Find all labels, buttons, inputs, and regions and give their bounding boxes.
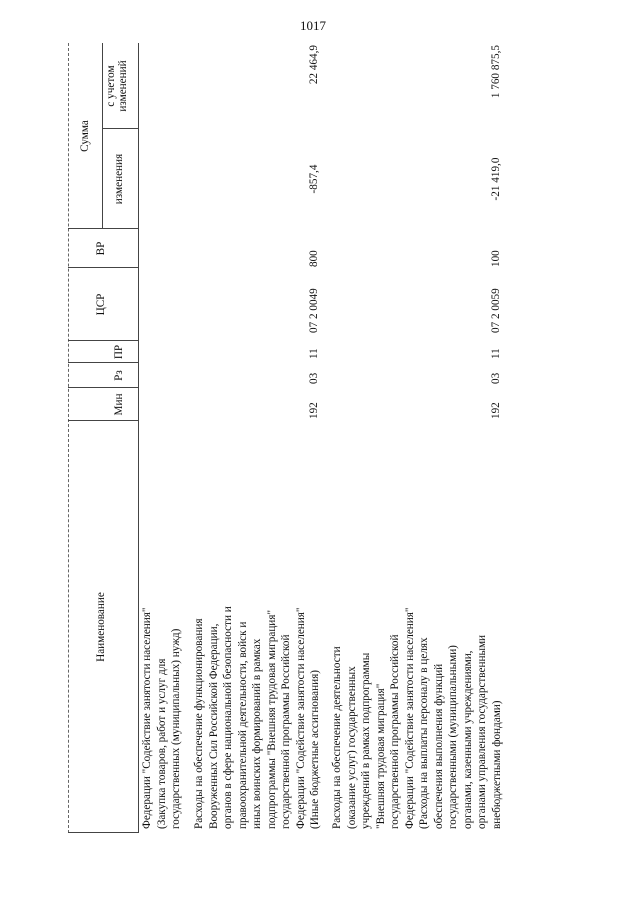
row-name-line: (Иные бюджетные ассигнования) [309, 670, 321, 829]
rotated-table [68, 43, 588, 833]
row-change: -857,4 [308, 164, 320, 194]
header-name: Наименование [95, 592, 107, 662]
row-name-line: "Внешняя трудовая миграция" [374, 683, 387, 829]
row-pr: 11 [308, 348, 320, 359]
row-name-line: обеспечения выполнения функций [432, 663, 445, 829]
row-name [330, 427, 504, 829]
row-name [140, 427, 184, 829]
row-min: 192 [490, 402, 502, 419]
header-with-changes-line1: с учетом [105, 65, 117, 107]
header-with-changes-line2: изменений [116, 60, 129, 112]
row-name-line: государственных (муниципальных) нужд) [170, 628, 182, 829]
table-header [68, 43, 138, 833]
row-name-line: (Расходы на выплаты персоналу в целях [418, 637, 430, 829]
sum-split-line [102, 43, 103, 229]
row-name-line: государственной программы Российской [280, 634, 292, 829]
row-vr: 100 [490, 250, 502, 267]
header-bottom-line [138, 43, 139, 833]
row-name-line: государственными (муниципальными) [447, 645, 459, 829]
header-changes: изменения [113, 153, 125, 205]
row-vr: 800 [308, 250, 320, 267]
row-name-line: подпрограммы "Внешняя трудовая миграция" [265, 609, 278, 829]
row-pr: 11 [490, 348, 502, 359]
header-min: Мин [113, 393, 125, 416]
row-name-line: Федерации "Содействие занятости населения" [141, 607, 153, 829]
row-name-line: органами, казенными учреждениями, [461, 650, 474, 829]
row-total: 22 464,9 [308, 45, 320, 85]
row-name-line: Расходы на обеспечение функционирования [193, 618, 205, 829]
row-min: 192 [308, 402, 320, 419]
header-pr: ПР [113, 344, 125, 360]
row-rz: 03 [490, 372, 502, 384]
row-name-line: Федерации "Содействие занятости населения" [294, 607, 307, 829]
row-csr: 07 2 0049 [308, 288, 320, 333]
row-total: 1 760 875,5 [490, 45, 502, 99]
page-number: 1017 [300, 18, 326, 33]
row-name-line: (оказание услуг) государственных [345, 666, 358, 829]
row-name-line: учреждений в рамках подпрограммы [360, 652, 372, 829]
row-rz: 03 [308, 372, 320, 384]
header-vr: ВР [95, 241, 107, 256]
header-sum: Сумма [79, 120, 91, 152]
header-with-changes [106, 43, 130, 129]
row-name-line: государственной программы Российской [389, 634, 401, 829]
row-name-line: иных воинских формирований в рамках [251, 638, 263, 829]
row-name-line: Расходы на обеспечение деятельности [331, 646, 343, 829]
row-name-line: внебюджетными фондами) [490, 700, 503, 829]
row-name-line: Федерации "Содействие занятости населения" [403, 607, 416, 829]
header-csr: ЦСР [95, 293, 107, 316]
header-rz: Рз [113, 370, 125, 381]
row-csr: 07 2 0059 [490, 288, 502, 333]
row-name-line: Вооруженных Сил Российской Федерации, [207, 623, 220, 829]
col-sep-3 [68, 362, 138, 363]
row-name [192, 427, 323, 829]
row-name-line: (Закупка товаров, работ и услуг для [155, 658, 168, 829]
header-top-dashed-line [68, 43, 69, 833]
row-change: -21 419,0 [490, 157, 502, 201]
col-sep-2 [68, 387, 138, 388]
row-name-line: органами управления государственными [476, 634, 488, 829]
row-name-line: правоохранительной деятельности, войск и [236, 621, 249, 829]
row-name-line: органов в сфере национальной безопасности и [222, 606, 234, 829]
